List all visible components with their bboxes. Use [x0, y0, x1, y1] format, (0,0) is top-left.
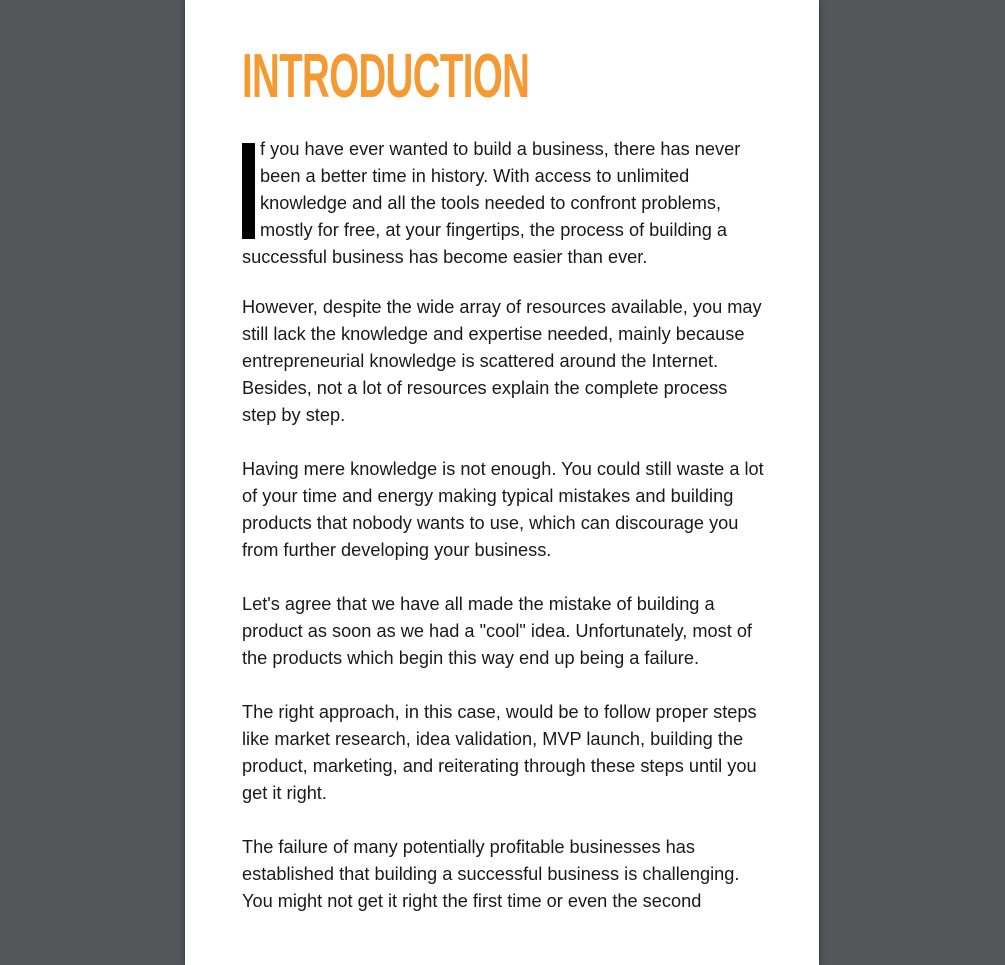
paragraph-4: Let's agree that we have all made the mistake of building a product as soon as we had a "cool" idea. Unfortunately, most of the products which begin this way end up being a failure.	[242, 594, 752, 668]
paragraph-1-text: f you have ever wanted to build a business, there has never been a better time in history. With access to unlimited knowledge and all the tools needed to confront problems, mostly for free, at your fingertips, the process of building a successful business has become easier than ever.	[242, 139, 741, 267]
paragraph-1	[242, 136, 766, 271]
chapter-heading: INTRODUCTION	[242, 42, 530, 111]
paragraph-3: Having mere knowledge is not enough. You could still waste a lot of your time and energy making typical mistakes and building products that nobody wants to use, which can discourage you from further developing your business.	[242, 459, 764, 560]
paragraph-5: The right approach, in this case, would be to follow proper steps like market research, idea validation, MVP launch, building the product, marketing, and reiterating through these steps until you get it right.	[242, 702, 757, 803]
paragraph-2: However, despite the wide array of resources available, you may still lack the knowledge and expertise needed, mainly because entrepreneurial knowledge is scattered around the Internet. Besides, not a lot of resources explain the complete process step by step.	[242, 297, 762, 425]
body-text	[242, 136, 766, 942]
drop-cap	[242, 143, 255, 239]
paragraph-6: The failure of many potentially profitable businesses has established that building a successful business is challenging. You might not get it right the first time or even the second	[242, 837, 740, 911]
document-page	[185, 0, 819, 965]
